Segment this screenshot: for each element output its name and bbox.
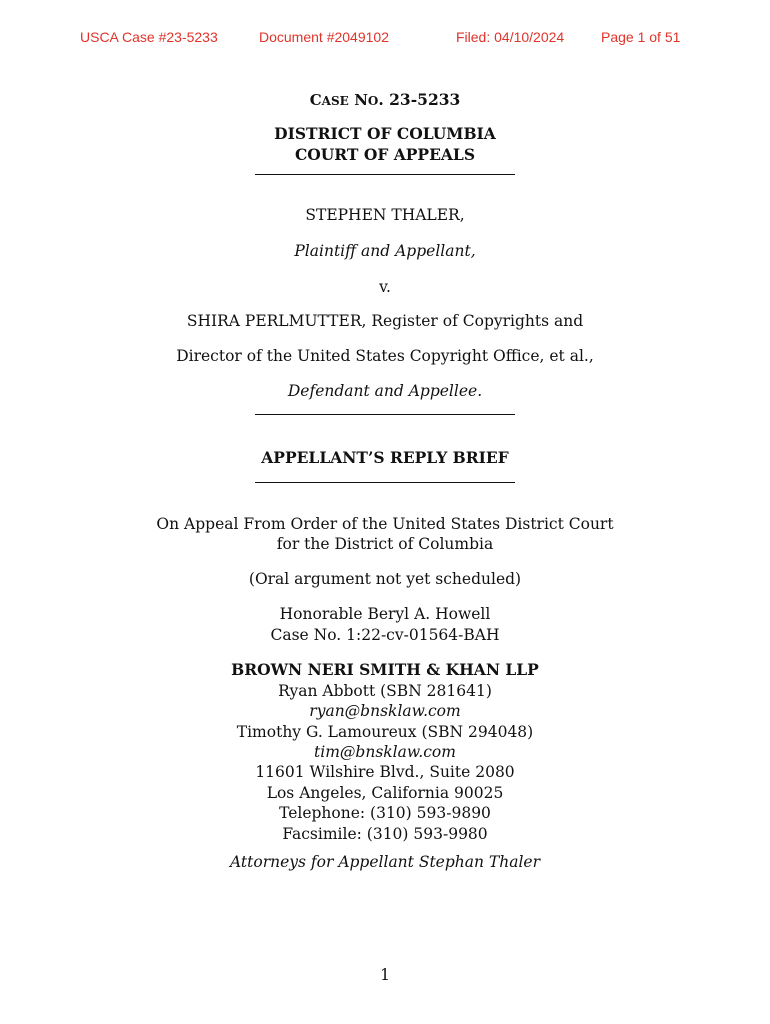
- telephone: Telephone: (310) 593-9890: [279, 804, 491, 822]
- plaintiff-role: Plaintiff and Appellant,: [294, 242, 476, 260]
- address-line-2: Los Angeles, California 90025: [266, 784, 504, 802]
- header-case-number: USCA Case #23-5233: [80, 29, 218, 45]
- page-number: 1: [380, 966, 390, 984]
- versus: v.: [379, 278, 391, 296]
- attorneys-for: Attorneys for Appellant Stephan Thaler: [230, 853, 540, 871]
- appeal-line-1: On Appeal From Order of the United States District Court: [156, 515, 614, 533]
- header-page-count: Page 1 of 51: [601, 29, 681, 45]
- court-name-line-1: DISTRICT OF COLUMBIA: [274, 124, 496, 143]
- facsimile: Facsimile: (310) 593-9980: [282, 825, 488, 843]
- judge-name: Honorable Beryl A. Howell: [279, 605, 491, 623]
- court-filing-header: [0, 29, 770, 49]
- defendant-line-2: Director of the United States Copyright Office, et al.,: [176, 347, 594, 365]
- attorney-1-email: ryan@bnsklaw.com: [309, 702, 461, 720]
- oral-argument-note: (Oral argument not yet scheduled): [248, 570, 522, 588]
- lower-court-case-number: Case No. 1:22-cv-01564-BAH: [270, 626, 500, 644]
- defendant-role: Defendant and Appellee.: [287, 382, 483, 400]
- attorney-2: Timothy G. Lamoureux (SBN 294048): [236, 723, 534, 741]
- attorney-1: Ryan Abbott (SBN 281641): [278, 682, 492, 700]
- brief-title: APPELLANT’S REPLY BRIEF: [261, 448, 509, 467]
- case-number: CASE NO. 23-5233: [309, 90, 461, 109]
- court-name-line-2: COURT OF APPEALS: [294, 145, 476, 164]
- plaintiff-name: STEPHEN THALER,: [305, 206, 465, 224]
- header-document-number: Document #2049102: [259, 29, 389, 45]
- address-line-1: 11601 Wilshire Blvd., Suite 2080: [255, 763, 515, 781]
- attorney-2-email: tim@bnsklaw.com: [314, 743, 456, 761]
- divider: [255, 482, 515, 483]
- divider: [255, 174, 515, 175]
- law-firm-name: BROWN NERI SMITH & KHAN LLP: [231, 660, 539, 679]
- appeal-line-2: for the District of Columbia: [276, 535, 494, 553]
- divider: [255, 414, 515, 415]
- defendant-line-1: SHIRA PERLMUTTER, Register of Copyrights and: [186, 312, 584, 330]
- header-filed-date: Filed: 04/10/2024: [456, 29, 565, 45]
